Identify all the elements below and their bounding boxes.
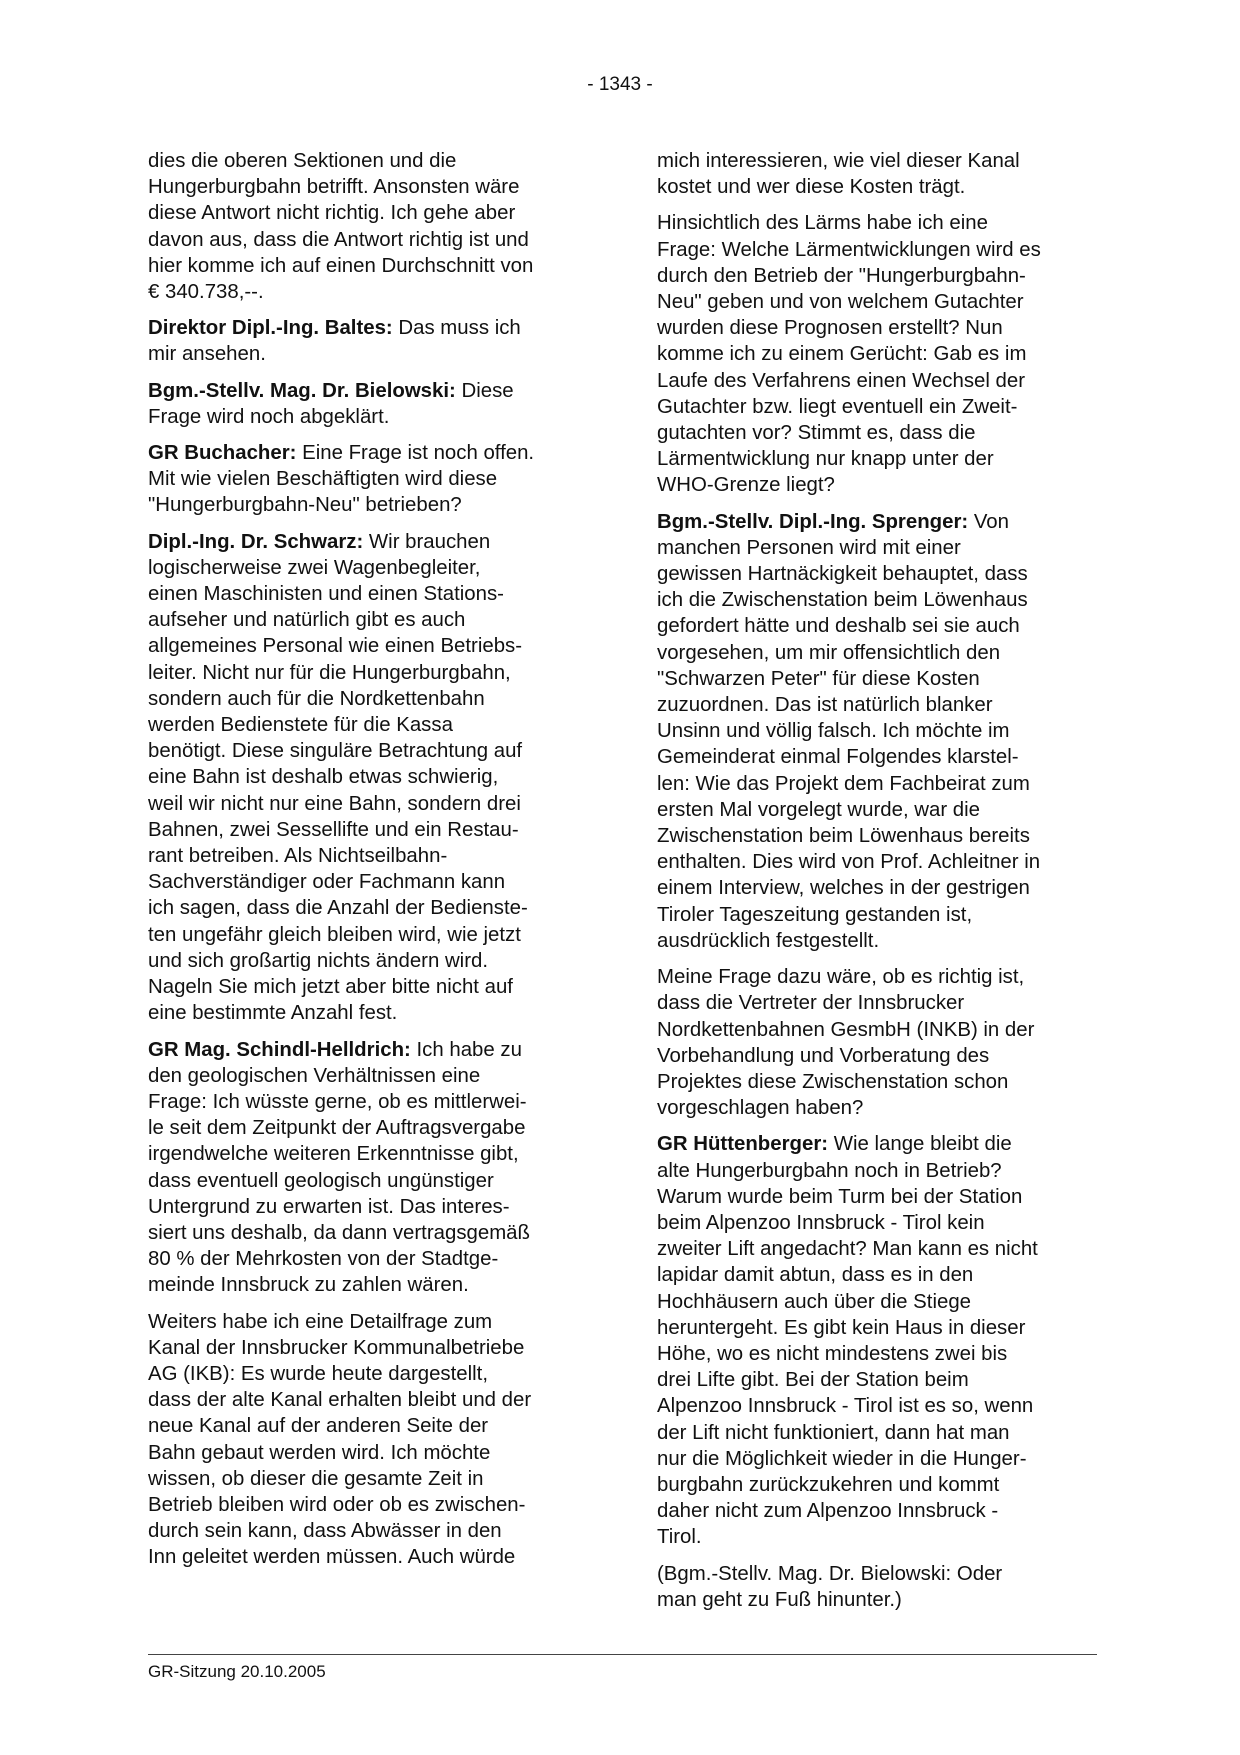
speaker-name: GR Buchacher: (148, 442, 297, 465)
speaker-name: Bgm.-Stellv. Dipl.-Ing. Sprenger: (657, 510, 969, 533)
paragraph-text: Ich habe zu den geologischen Verhältnissen eine Frage: Ich wüsste gerne, ob es mittlerwei- le seit dem Zeitpunkt der Auftragsvergabe irgendwelche weiteren Erkenntnisse gibt, dass eventuell geologisch ungünstiger Untergrund zu erwarten ist. Das interes- siert uns deshalb, da dann vertragsgemäß 80 % der Mehrkosten von der Stadtge- meinde Innsbruck zu zahlen wären. (148, 1038, 530, 1297)
paragraph-text: mich interessieren, wie viel dieser Kanal kostet und wer diese Kosten trägt. (657, 150, 1020, 199)
speaker-name: Dipl.-Ing. Dr. Schwarz: (148, 530, 364, 553)
paragraph-text: Hinsichtlich des Lärms habe ich eine Frage: Welche Lärmentwicklungen wird es durch den Betrieb der "Hungerburgbahn- Neu" geben und von welchem Gutachter wurden diese Prognosen erstellt? Nun komme ich zu einem Gerücht: Gab es im Laufe des Verfahrens einen Wechsel der Gutachter bzw. liegt eventuell ein Zweit- gutachten vor? Stimmt es, dass die Lärmentwicklung nur knapp unter der WHO-Grenze liegt? (657, 212, 1041, 497)
right-column (657, 148, 1097, 1623)
paragraph (148, 378, 598, 430)
paragraph (657, 509, 1097, 954)
left-column (148, 148, 598, 1581)
footer-divider (148, 1654, 1097, 1655)
paragraph-text: (Bgm.-Stellv. Mag. Dr. Bielowski: Oder man geht zu Fuß hinunter.) (657, 1562, 1003, 1611)
page-number: - 1343 - (587, 74, 653, 95)
paragraph (148, 148, 598, 305)
paragraph (148, 315, 598, 367)
speaker-name: GR Hüttenberger: (657, 1133, 829, 1156)
paragraph (657, 210, 1097, 498)
paragraph-text: Weiters habe ich eine Detailfrage zum Kanal der Innsbrucker Kommunalbetriebe AG (IKB): Es wurde heute dargestellt, dass der alte Kanal erhalten bleibt und der neue Kanal auf der anderen Seite der Bahn gebaut werden wird. Ich möchte wissen, ob dieser die gesamte Zeit in Betrieb bleiben wird oder ob es zwischen- durch sein kann, dass Abwässer in den Inn geleitet werden müssen. Auch würde (148, 1310, 532, 1569)
paragraph-text: Meine Frage dazu wäre, ob es richtig ist, dass die Vertreter der Innsbrucker Nordkettenbahnen GesmbH (INKB) in der Vorbehandlung und Vorberatung des Projektes diese Zwischenstation schon vorgeschlagen haben? (657, 966, 1035, 1120)
paragraph (148, 440, 598, 519)
paragraph (657, 1561, 1097, 1613)
paragraph-text: Diese Frage wird noch abgeklärt. (148, 379, 514, 428)
speaker-name: GR Mag. Schindl-Helldrich: (148, 1038, 411, 1061)
paragraph (148, 1309, 598, 1571)
paragraph (148, 529, 598, 1027)
paragraph-text: Wir brauchen logischerweise zwei Wagenbegleiter, einen Maschinisten und einen Stations- aufseher und natürlich gibt es auch allgemeines Personal wie einen Betriebs- leiter. Nicht nur für die Hungerburgbahn, sondern auch für die Nordkettenbahn werden Bedienstete für die Kassa benötigt. Diese singuläre Betrachtung auf eine Bahn ist deshalb etwas schwierig, weil wir nicht nur eine Bahn, sondern drei Bahnen, zwei Sessellifte und ein Restau- rant betreiben. Als Nichtseilbahn- Sachverständiger oder Fachmann kann ich sagen, dass die Anzahl der Bedienste- ten ungefähr gleich bleiben wird, wie jetzt und sich großartig nichts ändern wird. Nageln Sie mich jetzt aber bitte nicht auf eine bestimmte Anzahl fest. (148, 530, 528, 1025)
paragraph-text: Eine Frage ist noch offen. Mit wie vielen Beschäftigten wird diese "Hungerburgbahn-Neu" betrieben? (148, 442, 535, 517)
paragraph-text: dies die oberen Sektionen und die Hungerburgbahn betrifft. Ansonsten wäre diese Antwort nicht richtig. Ich gehe aber davon aus, dass die Antwort richtig ist und hier komme ich auf einen Durchschnitt von € 340.738,--. (148, 150, 534, 304)
speaker-name: Bgm.-Stellv. Mag. Dr. Bielowski: (148, 379, 456, 402)
paragraph-text: Von manchen Personen wird mit einer gewissen Hartnäckigkeit behauptet, dass ich die Zwischenstation beim Löwenhaus gefordert hätte und deshalb sei sie auch vorgesehen, um mir offensichtlich den "Schwarzen Peter" für diese Kosten zuzuordnen. Das ist natürlich blanker Unsinn und völlig falsch. Ich möchte im Gemeinderat einmal Folgendes klarstel- len: Wie das Projekt dem Fachbeirat zum ersten Mal vorgelegt wurde, war die Zwischenstation beim Löwenhaus bereits enthalten. Dies wird von Prof. Achleitner in einem Interview, welches in der gestrigen Tiroler Tageszeitung gestanden ist, ausdrücklich festgestellt. (657, 510, 1041, 952)
footer-session-date: GR-Sitzung 20.10.2005 (148, 1662, 326, 1681)
paragraph-text: Wie lange bleibt die alte Hungerburgbahn noch in Betrieb? Warum wurde beim Turm bei der Station beim Alpenzoo Innsbruck - Tirol kein zweiter Lift angedacht? Man kann es nicht lapidar damit abtun, dass es in den Hochhäusern auch über die Stiege heruntergeht. Es gibt kein Haus in dieser Höhe, wo es nicht mindestens zwei bis drei Lifte gibt. Bei der Station beim Alpenzoo Innsbruck - Tirol ist es so, wenn der Lift nicht funktioniert, dann hat man nur die Möglichkeit wieder in die Hunger- burgbahn zurückzukehren und kommt daher nicht zum Alpenzoo Innsbruck - Tirol. (657, 1133, 1038, 1549)
paragraph (657, 1131, 1097, 1550)
paragraph (657, 148, 1097, 200)
paragraph (148, 1037, 598, 1299)
paragraph-text: Das muss ich mir ansehen. (148, 317, 521, 366)
speaker-name: Direktor Dipl.-Ing. Baltes: (148, 317, 393, 340)
paragraph (657, 964, 1097, 1121)
